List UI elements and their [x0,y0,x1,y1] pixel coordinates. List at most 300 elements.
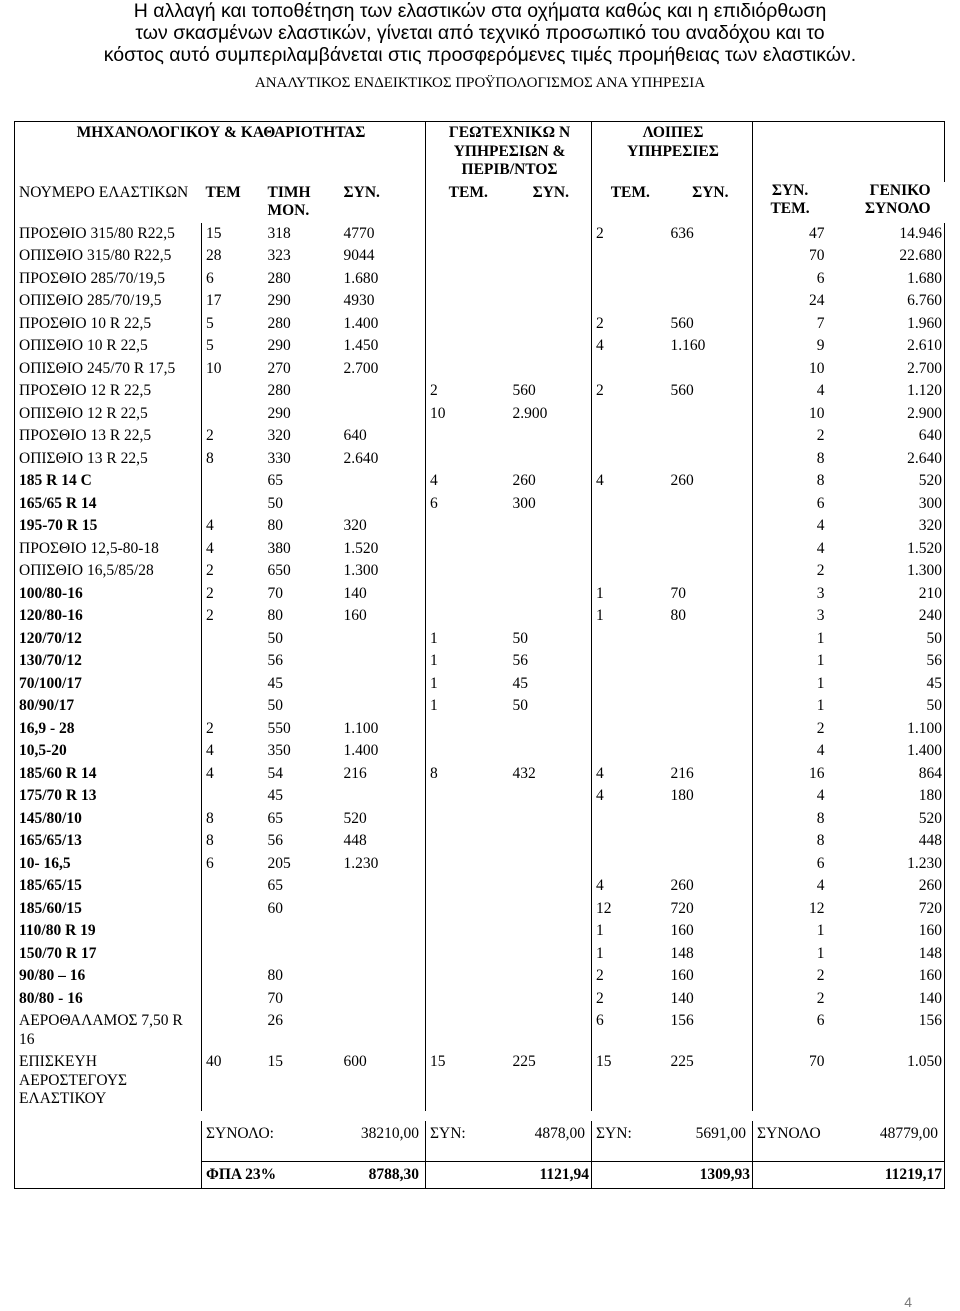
geo-qty-cell: 1 [430,697,438,714]
total-qty-cell: 47 [809,224,825,242]
table-row [15,403,945,426]
total-qty-cell: 4 [816,742,825,759]
other-qty-cell: 1 [596,607,604,624]
budget-subtitle: ΑΝΑΛΥΤΙΚΟΣ ΕΝΔΕΙΚΤΙΚΟΣ ΠΡΟΫΠΟΛΟΓΙΣΜΟΣ ΑΝΑ ΥΠΗΡΕΣΙΑ [254,75,706,91]
sum-cell [340,875,426,898]
total-qty-cell: 8 [816,472,825,489]
unit-price-cell: 280 [267,269,291,287]
sum-cell: 1.450 [340,335,426,358]
other-sum-cell [667,808,753,831]
total-qty-cell: 3 [816,607,825,624]
unit-price-cell: 45 [267,674,283,692]
geo-qty-cell: 6 [430,494,438,512]
other-qty-cell [592,650,667,673]
table-row [15,718,945,741]
total-qty-cell: 4 [816,877,825,894]
other-sum-cell: 156 [667,1010,753,1051]
geo-qty-cell [426,740,509,763]
grand-total-cell: 6.760 [827,290,945,313]
table-row [15,358,945,381]
geo-qty-cell [426,245,509,268]
total-qty-cell: 2 [816,967,825,984]
other-sum-cell: 160 [667,965,753,988]
sum-cell: 600 [340,1051,426,1111]
sum-cell: 448 [340,830,426,853]
geo-qty-cell [426,605,509,628]
tire-name-cell: 185/65/15 [15,875,202,898]
sum-cell: 1.300 [340,560,426,583]
unit-price-cell: 205 [267,854,291,872]
qty-cell: 6 [202,853,264,876]
total-qty-cell: 24 [809,292,825,309]
other-qty-cell [592,853,667,876]
table-row [15,650,945,673]
geo-sum-cell [509,425,592,448]
geo-sum-cell [509,785,592,808]
unit-price-cell: 56 [267,652,283,669]
qty-cell: 2 [202,583,264,606]
intro-paragraph [0,0,960,66]
geo-qty-cell [426,335,509,358]
other-sum-cell [667,740,753,763]
geo-sum-cell [509,808,592,831]
other-sum-cell: 80 [667,605,753,628]
tire-name-cell: ΕΠΙΣΚΕΥΗ ΑΕΡΟΣΤΕΓΟΥΣ ΕΛΑΣΤΙΚΟΥ [15,1051,202,1111]
gap-row [15,1147,945,1162]
other-sum-cell [667,628,753,651]
grand-total-cell: 1.680 [827,268,945,291]
sum-cell: 160 [340,605,426,628]
other-sum-cell [667,560,753,583]
unit-price-cell: 45 [267,787,283,804]
tire-name-cell: 150/70 R 17 [15,943,202,966]
grand-total-cell: 50 [827,695,945,718]
geo-sum-cell [509,605,592,628]
other-qty-cell [592,245,667,268]
tire-name-cell: ΟΠΙΣΘΙΟ 315/80 R22,5 [15,245,202,268]
sum-cell: 320 [340,515,426,538]
table-body [15,122,945,1189]
geo-qty-cell [426,268,509,291]
geo-qty-cell: 15 [430,1053,446,1070]
grand-total-cell: 240 [827,605,945,628]
mech-total-label: ΣΥΝΟΛΟ: [206,1124,274,1142]
other-total [592,1121,753,1147]
sum-cell [340,1010,426,1051]
intro-line: κόστος αυτό συμπεριλαμβάνεται στις προσφερόμενες τιμές προμήθειας των ελαστικών. [103,44,857,66]
col-qty: ΤΕΜ [205,183,241,201]
total-qty-cell: 1 [816,674,825,692]
grand-total-cell: 1.050 [827,1051,945,1111]
table-row [15,943,945,966]
sum-cell [340,493,426,516]
sum-cell: 9044 [340,245,426,268]
other-sum-cell [667,538,753,561]
other-qty-cell [592,808,667,831]
qty-cell [202,920,264,943]
geo-sum-cell [509,1010,592,1051]
other-sum-cell: 148 [667,943,753,966]
vat-other-value: 1309,93 [592,1161,753,1188]
tire-name-cell: ΠΡΟΣΘΙΟ 12 R 22,5 [15,380,202,403]
unit-price-cell: 26 [267,1012,283,1029]
qty-cell [202,470,264,493]
other-sum-cell: 140 [667,988,753,1011]
tire-name-cell: 165/65/13 [15,830,202,853]
qty-cell [202,898,264,921]
tire-name-cell: ΟΠΙΣΘΙΟ 10 R 22,5 [15,335,202,358]
other-qty-cell [592,740,667,763]
total-qty-cell: 6 [816,1012,825,1029]
total-qty-cell: 7 [816,314,825,332]
qty-cell [202,875,264,898]
qty-cell [202,695,264,718]
table-row [15,583,945,606]
other-sum-cell: 225 [667,1051,753,1111]
geo-sum-cell [509,245,592,268]
unit-price-cell: 350 [267,742,291,759]
geo-qty-cell [426,830,509,853]
table-row [15,1010,945,1051]
other-qty-cell [592,493,667,516]
grand-total-cell: 2.900 [827,403,945,426]
group-other-services: ΛΟΙΠΕΣ ΥΠΗΡΕΣΙΕΣ [592,122,753,182]
other-sum-cell: 260 [667,470,753,493]
other-sum-cell: 720 [667,898,753,921]
unit-price-cell: 80 [267,607,283,624]
page-number: 4 [904,1294,912,1310]
grand-total-cell: 1.230 [827,853,945,876]
table-row [15,830,945,853]
geo-qty-cell [426,898,509,921]
sum-cell: 640 [340,425,426,448]
tire-name-cell: 185/60 R 14 [15,763,202,786]
other-sum-cell: 160 [667,920,753,943]
total-qty-cell: 4 [816,382,825,399]
table-row [15,335,945,358]
geo-qty-cell [426,358,509,381]
other-sum-cell: 636 [667,223,753,246]
total-qty-cell: 4 [816,517,825,534]
column-header-row [15,182,945,223]
geo-qty-cell [426,560,509,583]
unit-price-cell: 320 [267,427,291,444]
grand-total-cell: 1.960 [827,313,945,336]
tire-name-cell: ΟΠΙΣΘΙΟ 285/70/19,5 [15,290,202,313]
geo-sum-cell [509,853,592,876]
other-sum-cell: 560 [667,380,753,403]
other-total-label: ΣΥΝ: [596,1124,632,1142]
sum-cell [340,470,426,493]
grand-total-cell: 14.946 [827,223,945,246]
other-sum-cell [667,673,753,696]
sum-cell: 1.520 [340,538,426,561]
geo-sum-cell [509,583,592,606]
other-qty-cell: 2 [596,314,604,332]
geo-qty-cell [426,223,509,246]
geo-sum-cell [509,313,592,336]
other-qty-cell [592,830,667,853]
tire-name-cell: ΠΡΟΣΘΙΟ 315/80 R22,5 [15,223,202,246]
other-sum-cell: 216 [667,763,753,786]
tire-name-cell: 90/80 – 16 [15,965,202,988]
tire-name-cell: ΠΡΟΣΘΙΟ 13 R 22,5 [15,425,202,448]
sum-cell [340,380,426,403]
tire-name-cell: 80/80 - 16 [15,988,202,1011]
total-qty-cell: 8 [816,832,825,849]
grand-total-cell: 160 [827,920,945,943]
total-qty-cell: 8 [816,449,825,467]
geo-sum-cell: 225 [509,1051,592,1111]
grand-total-cell: 210 [827,583,945,606]
col-grand-total: ΓΕΝΙΚΟ ΣΥΝΟΛΟ [864,181,931,217]
unit-price-cell [264,943,340,966]
sum-cell: 2.700 [340,358,426,381]
geo-qty-cell [426,718,509,741]
unit-price-cell: 50 [267,629,283,647]
other-sum-cell [667,853,753,876]
unit-price-cell: 80 [267,967,283,984]
sum-cell: 140 [340,583,426,606]
qty-cell [202,988,264,1011]
qty-cell: 4 [202,515,264,538]
unit-price-cell: 56 [267,832,283,849]
geo-sum-cell [509,943,592,966]
other-qty-cell [592,560,667,583]
other-sum-cell [667,650,753,673]
geo-sum-cell: 560 [509,380,592,403]
intro-line: των σκασμένων ελαστικών, γίνεται από τεχνικό προσωπικό του αναδόχου και το [135,22,825,44]
other-qty-cell: 2 [596,967,604,984]
sum-cell: 4770 [340,223,426,246]
other-qty-cell [592,515,667,538]
geo-sum-cell [509,740,592,763]
geo-sum-cell [509,223,592,246]
other-sum-cell: 70 [667,583,753,606]
grand-total-cell: 156 [827,1010,945,1051]
geo-sum-cell: 2.900 [509,403,592,426]
geo-qty-cell [426,785,509,808]
table-row [15,853,945,876]
tire-name-cell: 110/80 R 19 [15,920,202,943]
sum-cell: 520 [340,808,426,831]
unit-price-cell: 380 [267,539,291,557]
group-header-row [15,122,945,182]
geo-sum-cell: 432 [509,763,592,786]
grand-total-cell: 520 [827,470,945,493]
grand-total-cell: 1.100 [827,718,945,741]
unit-price-cell: 290 [267,292,291,309]
other-sum-cell [667,515,753,538]
other-sum-cell [667,268,753,291]
geo-qty-cell: 1 [430,674,438,692]
grand-total-cell: 520 [827,808,945,831]
qty-cell [202,1010,264,1051]
tire-name-cell: ΑΕΡΟΘΑΛΑΜΟΣ 7,50 R 16 [15,1010,202,1051]
table-row [15,628,945,651]
total-qty-cell: 2 [816,989,825,1007]
total-qty-cell: 2 [816,719,825,737]
sum-cell [340,965,426,988]
col-geo-qty: ΤΕΜ. [448,183,488,201]
total-qty-cell: 1 [816,697,825,714]
qty-cell: 8 [202,448,264,471]
total-qty-cell: 16 [809,764,825,782]
other-qty-cell: 4 [596,877,604,894]
qty-cell: 2 [202,560,264,583]
tire-name-cell: 175/70 R 13 [15,785,202,808]
table-row [15,425,945,448]
geo-sum-cell [509,830,592,853]
geo-qty-cell [426,425,509,448]
unit-price-cell: 65 [267,472,283,489]
grand-total-cell: 1.400 [827,740,945,763]
geo-sum-cell [509,268,592,291]
table-row [15,313,945,336]
grand-total-cell: 640 [827,425,945,448]
geo-sum-cell: 260 [509,470,592,493]
geo-qty-cell [426,875,509,898]
grand-total-cell: 720 [827,898,945,921]
other-total-value: 5691,00 [695,1124,747,1142]
grand-total-cell: 22.680 [827,245,945,268]
tire-name-cell: ΠΡΟΣΘΙΟ 10 R 22,5 [15,313,202,336]
grand-total-value: 48779,00 [879,1124,939,1142]
sum-cell: 1.680 [340,268,426,291]
unit-price-cell: 70 [267,989,283,1007]
geo-qty-cell [426,853,509,876]
geo-qty-cell [426,448,509,471]
geo-sum-cell [509,920,592,943]
grand-total-cell: 180 [827,785,945,808]
other-qty-cell [592,403,667,426]
other-qty-cell: 4 [596,787,604,804]
budget-table [14,121,945,1189]
geo-sum-cell [509,538,592,561]
geo-qty-cell [426,583,509,606]
total-qty-cell: 1 [816,629,825,647]
table-row [15,493,945,516]
geo-sum-cell [509,988,592,1011]
qty-cell [202,628,264,651]
table-row [15,965,945,988]
geo-qty-cell: 1 [430,652,438,669]
total-qty-cell: 6 [816,854,825,872]
geo-qty-cell [426,515,509,538]
unit-price-cell: 60 [267,899,283,917]
totals-row [15,1121,945,1147]
total-qty-cell: 10 [809,404,825,422]
tire-name-cell: 80/90/17 [15,695,202,718]
tire-name-cell: 120/70/12 [15,628,202,651]
other-qty-cell: 1 [596,584,604,602]
unit-price-cell: 650 [267,562,291,579]
other-qty-cell: 4 [596,764,604,782]
sum-cell: 1.230 [340,853,426,876]
other-qty-cell: 2 [596,224,604,242]
unit-price-cell: 280 [267,314,291,332]
qty-cell: 15 [202,223,264,246]
other-sum-cell [667,493,753,516]
other-qty-cell: 4 [596,472,604,489]
geo-qty-cell [426,290,509,313]
unit-price-cell: 50 [267,697,283,714]
grand-total-label: ΣΥΝΟΛΟ [757,1124,821,1142]
geo-qty-cell: 1 [430,629,438,647]
other-sum-cell [667,718,753,741]
grand-total-cell: 148 [827,943,945,966]
table-end-row [15,1188,945,1189]
qty-cell [202,380,264,403]
other-sum-cell [667,830,753,853]
qty-cell: 40 [202,1051,264,1111]
col-other-sum: ΣΥΝ. [667,182,753,223]
geo-sum-cell: 50 [509,628,592,651]
table-row [15,740,945,763]
unit-price-cell: 290 [267,404,291,422]
vat-label: ΦΠΑ 23% [206,1165,277,1183]
other-sum-cell [667,448,753,471]
qty-cell: 8 [202,830,264,853]
other-qty-cell [592,695,667,718]
qty-cell: 2 [202,718,264,741]
vat-grand-value: 11219,17 [753,1161,945,1188]
qty-cell: 5 [202,313,264,336]
sum-cell: 1.400 [340,740,426,763]
tire-name-cell: ΠΡΟΣΘΙΟ 12,5-80-18 [15,538,202,561]
table-row [15,560,945,583]
qty-cell: 2 [202,605,264,628]
geo-qty-cell [426,965,509,988]
grand-total-cell: 2.640 [827,448,945,471]
tire-name-cell: ΠΡΟΣΘΙΟ 285/70/19,5 [15,268,202,291]
sum-cell [340,673,426,696]
sum-cell [340,920,426,943]
unit-price-cell: 70 [267,584,283,602]
other-qty-cell: 2 [596,382,604,399]
geo-qty-cell [426,920,509,943]
geo-qty-cell: 8 [430,764,438,782]
other-sum-cell: 260 [667,875,753,898]
qty-cell [202,965,264,988]
grand-total-cell: 45 [827,673,945,696]
col-total-qty: ΣΥΝ. ΤΕΜ. [770,181,810,217]
other-qty-cell [592,358,667,381]
table-row [15,988,945,1011]
tire-name-cell: 195-70 R 15 [15,515,202,538]
grand-total-cell: 50 [827,628,945,651]
tire-name-cell: 120/80-16 [15,605,202,628]
qty-cell: 4 [202,538,264,561]
col-number: ΝΟΥΜΕΡΟ ΕΛΑΣΤΙΚΩΝ [15,182,202,223]
geo-qty-cell: 2 [430,382,438,399]
geo-qty-cell: 4 [430,472,438,489]
unit-price-cell: 318 [267,224,291,242]
geo-sum-cell [509,515,592,538]
qty-cell [202,673,264,696]
col-geo-sum: ΣΥΝ. [509,182,592,223]
tire-name-cell: 145/80/10 [15,808,202,831]
col-other-qty: ΤΕΜ. [610,183,650,201]
table-row [15,470,945,493]
grand-total-cell: 1.120 [827,380,945,403]
qty-cell [202,403,264,426]
unit-price-cell: 550 [267,719,291,737]
table-row [15,268,945,291]
geo-qty-cell [426,808,509,831]
geo-sum-cell [509,358,592,381]
tire-name-cell: 10- 16,5 [15,853,202,876]
